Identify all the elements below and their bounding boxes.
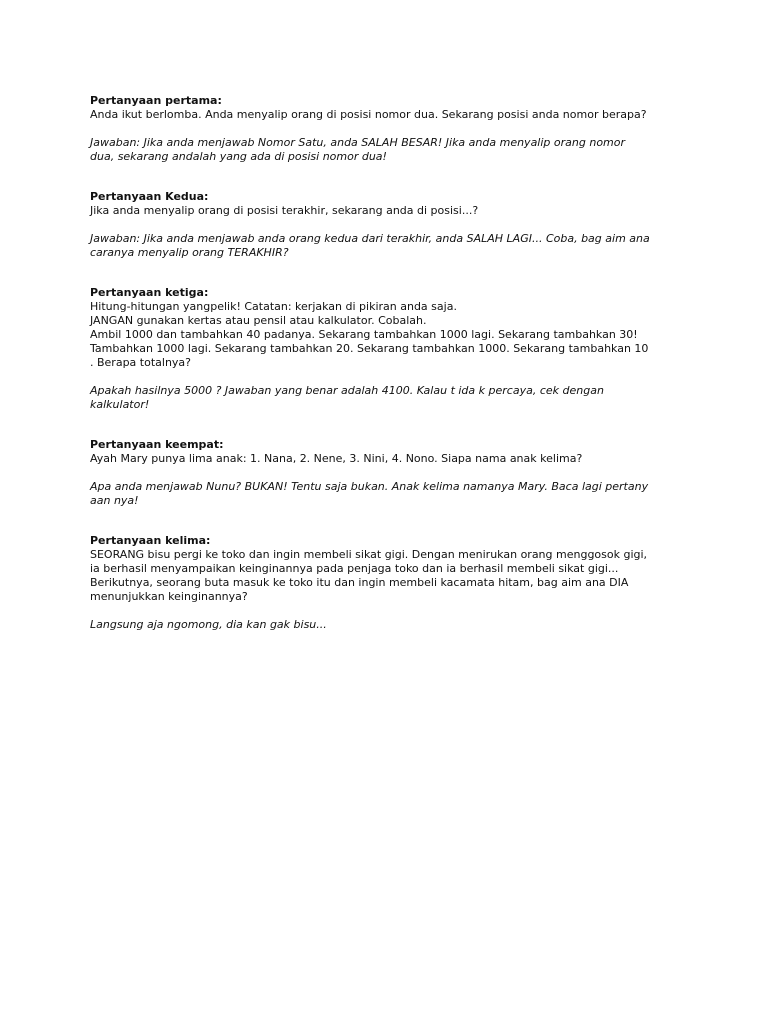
answer-block [90,136,690,164]
answer-line: kalkulator! [90,398,150,411]
question-title: Pertanyaan Kedua: [90,190,209,203]
answer-line: Apakah hasilnya 5000 ? Jawaban yang benar adalah 4100. Kalau t ida k percaya, cek dengan [90,384,604,397]
question-line: Ambil 1000 dan tambahkan 40 padanya. Sekarang tambahkan 1000 lagi. Sekarang tambahkan 30! [90,328,638,341]
question-section-4 [90,438,690,508]
answer-block [90,480,690,508]
question-line: ia berhasil menyampaikan keinginannya pada penjaga toko dan ia berhasil membeli sikat gigi... [90,562,619,575]
answer-line: Jawaban: Jika anda menjawab Nomor Satu, anda SALAH BESAR! Jika anda menyalip orang nomor [90,136,626,149]
question-line: Berikutnya, seorang buta masuk ke toko itu dan ingin membeli kacamata hitam, bag aim ana DIA [90,576,629,589]
question-section-2 [90,190,690,260]
question-title: Pertanyaan pertama: [90,94,222,107]
question-section-5 [90,534,690,632]
question-line: Hitung-hitungan yangpelik! Catatan: kerjakan di pikiran anda saja. [90,300,457,313]
answer-block [90,232,690,260]
question-title: Pertanyaan ketiga: [90,286,209,299]
question-section-1 [90,94,690,164]
question-title: Pertanyaan kelima: [90,534,211,547]
question-line: menunjukkan keinginannya? [90,590,248,603]
answer-line: caranya menyalip orang TERAKHIR? [90,246,289,259]
answer-block [90,618,690,632]
question-line: Tambahkan 1000 lagi. Sekarang tambahkan 20. Sekarang tambahkan 1000. Sekarang tambahkan 10 [90,342,649,355]
question-section-3 [90,286,690,412]
question-line: Ayah Mary punya lima anak: 1. Nana, 2. Nene, 3. Nini, 4. Nono. Siapa nama anak kelima? [90,452,583,465]
question-line: Jika anda menyalip orang di posisi terakhir, sekarang anda di posisi...? [90,204,479,217]
answer-line: aan nya! [90,494,139,507]
answer-line: dua, sekarang andalah yang ada di posisi nomor dua! [90,150,387,163]
answer-line: Langsung aja ngomong, dia kan gak bisu... [90,618,327,631]
answer-line: Apa anda menjawab Nunu? BUKAN! Tentu saja bukan. Anak kelima namanya Mary. Baca lagi pertany [90,480,649,493]
question-line: Anda ikut berlomba. Anda menyalip orang di posisi nomor dua. Sekarang posisi anda nomor berapa? [90,108,647,121]
question-title: Pertanyaan keempat: [90,438,224,451]
question-line: JANGAN gunakan kertas atau pensil atau kalkulator. Cobalah. [90,314,427,327]
question-line: . Berapa totalnya? [90,356,192,369]
answer-block [90,384,690,412]
answer-line: Jawaban: Jika anda menjawab anda orang kedua dari terakhir, anda SALAH LAGI... Coba, bag aim ana [90,232,650,245]
question-line: SEORANG bisu pergi ke toko dan ingin membeli sikat gigi. Dengan menirukan orang menggosok gigi, [90,548,648,561]
document-page [90,94,690,658]
